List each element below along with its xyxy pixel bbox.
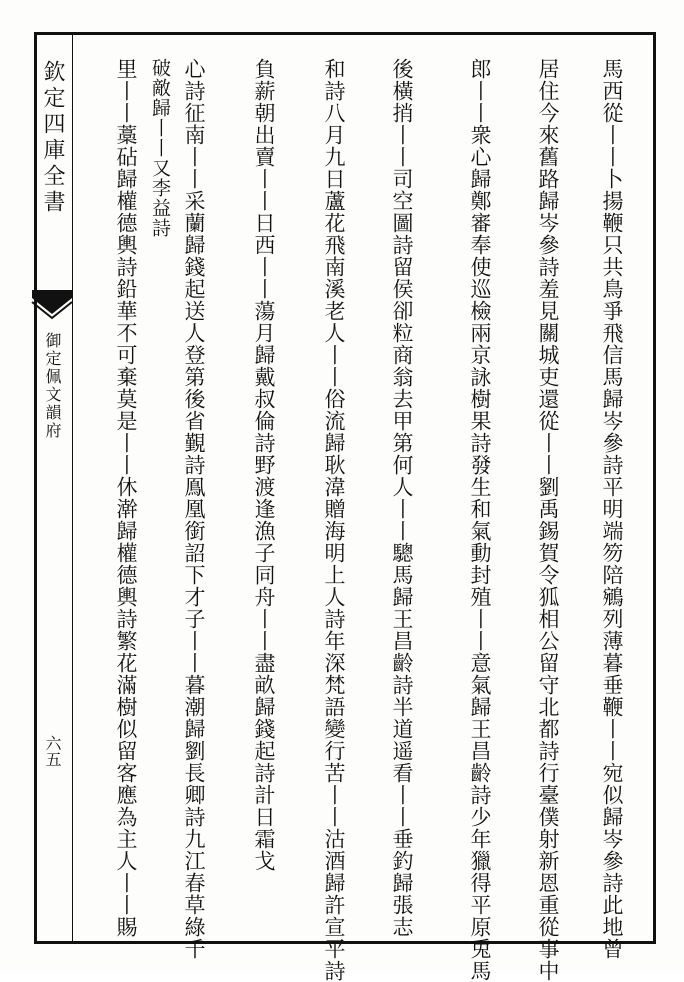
book-title: 欽定四庫全書 xyxy=(40,60,65,216)
text-column-5: 和詩八月九日蘆花飛南溪老人丨丨俗流歸耿湋贈海明上人詩年深梵語變行苦丨丨沽酒歸許宣平詩 xyxy=(322,58,346,982)
page-number: 六五 xyxy=(43,735,62,767)
text-column-8: 里丨丨藁砧歸權德輿詩鉛華不可棄莫是丨丨休澣歸權德輿詩繁花滿樹似留客應為主人丨丨賜 xyxy=(114,58,138,938)
text-column-extra: 破敵歸丨丨又李益詩 xyxy=(149,58,171,238)
text-column-2: 居住今來舊路歸岑參詩羞見關城吏還從丨丨劉禹錫賀令狐相公留守北都詩行臺僕射新恩重從事中 xyxy=(536,58,560,982)
fish-tail-mark-icon xyxy=(30,288,74,324)
chapter-title: 御定佩文韻府 xyxy=(43,332,62,440)
text-column-7: 心詩征南丨丨采蘭歸錢起送人登第後省覲詩鳯凰銜詔下才子丨丨暮潮歸劉長卿詩九江春草綠千 xyxy=(182,58,206,960)
margin-divider xyxy=(72,32,73,944)
text-column-3: 郎丨丨衆心歸鄭審奉使巡檢兩京詠樹果詩發生和氣動封殖丨丨意氣歸王昌齡詩少年獵得平原兎馬 xyxy=(468,58,492,982)
text-column-1: 馬西從丨丨卜揚鞭只共鳥爭飛信馬歸岑參詩平明端笏陪鵷列薄暮垂鞭丨丨宛似歸岑參詩此地曾 xyxy=(600,58,624,960)
text-column-4: 後橫捎丨丨司空圖詩留侯卻粒商翁去甲第何人丨丨驄馬歸王昌齡詩半道遥看丨丨垂釣歸張志 xyxy=(390,58,414,938)
text-column-6: 負薪朝出賣丨丨日西丨丨蕩月歸戴叔倫詩野渡逢漁子同舟丨丨盡畝歸錢起詩計日霜戈 xyxy=(252,58,276,872)
